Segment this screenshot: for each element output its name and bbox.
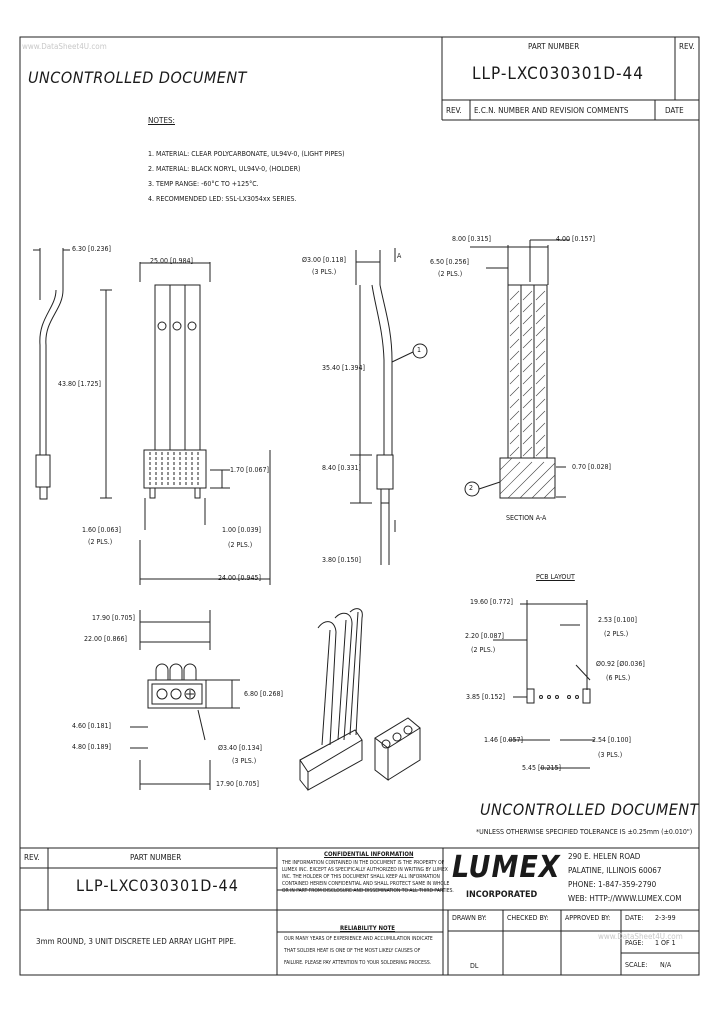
address-line-4: WEB: HTTP://WWW.LUMEX.COM <box>568 894 682 903</box>
approved-by-label: APPROVED BY: <box>565 914 611 922</box>
scale-value: N/A <box>660 961 672 969</box>
dim-4380: 43.80 [1.725] <box>58 380 101 388</box>
dim-1790b: 17.90 [0.705] <box>216 780 259 788</box>
dim-840: 8.40 [0.331] <box>322 464 361 472</box>
dim-800: 8.00 [0.315] <box>452 235 491 243</box>
address-line-3: PHONE: 1-847-359-2790 <box>568 880 657 889</box>
watermark-top: www.DataSheet4U.com <box>22 42 107 51</box>
rev-label: REV. <box>679 42 695 51</box>
tb-date-value: 2-3-99 <box>655 914 676 922</box>
part-number-label: PART NUMBER <box>528 42 580 51</box>
checked-by-label: CHECKED BY: <box>507 914 549 922</box>
tb-part-number: LLP-LXC030301D-44 <box>76 876 239 895</box>
reliability-title: RELIABILITY NOTE <box>340 925 395 932</box>
dim-160: 1.60 [0.063] <box>82 526 121 534</box>
tolerance-note: *UNLESS OTHERWISE SPECIFIED TOLERANCE IS ±0.25mm (±0.010") <box>476 828 693 836</box>
tb-rev-label: REV. <box>24 853 40 862</box>
dim-2400: 24.00 [0.945] <box>218 574 261 582</box>
dim-phi300-pls: (3 PLS.) <box>312 268 337 276</box>
rev-col-label: REV. <box>446 106 462 115</box>
dim-phi300: Ø3.00 [0.118] <box>302 256 346 264</box>
dim-070: 0.70 [0.028] <box>572 463 611 471</box>
dim-phi092-pls: (6 PLS.) <box>606 674 631 682</box>
conf-line-4: CONTAINED HEREIN CONFIDENTIAL AND SHALL PROTECT SAME IN WHOLE <box>282 881 450 887</box>
note-2: 2. MATERIAL: BLACK NORYL, UL94V-0, (HOLDER) <box>148 165 301 173</box>
dim-phi340: Ø3.40 [0.134] <box>218 744 262 752</box>
dim-480: 4.80 [0.189] <box>72 743 111 751</box>
dim-2200: 22.00 [0.866] <box>84 635 127 643</box>
scale-label: SCALE: <box>625 961 648 969</box>
tb-part-number-label: PART NUMBER <box>130 853 182 862</box>
section-aa-label: SECTION A-A <box>506 514 547 522</box>
callout-2: 2 <box>469 484 474 492</box>
dim-254: 2.54 [0.100] <box>592 736 631 744</box>
uncontrolled-header: UNCONTROLLED DOCUMENT <box>28 68 247 87</box>
part-number: LLP-LXC030301D-44 <box>472 64 644 84</box>
lumex-logo: LUMEX <box>452 850 561 885</box>
dim-253: 2.53 [0.100] <box>598 616 637 624</box>
dim-3540: 35.40 [1.394] <box>322 364 365 372</box>
note-4: 4. RECOMMENDED LED: SSL-LX3054xx SERIES. <box>148 195 297 203</box>
dim-630: 6.30 [0.236] <box>72 245 111 253</box>
address-line-1: 290 E. HELEN ROAD <box>568 852 641 861</box>
note-3: 3. TEMP RANGE: -60°C TO +125°C. <box>148 180 259 188</box>
dim-650: 6.50 [0.256] <box>430 258 469 266</box>
reliability-line-1: OUR MANY YEARS OF EXPERIENCE AND ACCUMULATION INDICATE <box>284 936 433 942</box>
section-a-label: A <box>397 252 402 260</box>
callout-1: 1 <box>417 346 422 354</box>
dim-650-pls: (2 PLS.) <box>438 270 463 278</box>
dim-phi340-pls: (3 PLS.) <box>232 757 257 765</box>
page-value: 1 OF 1 <box>655 939 676 947</box>
drawn-by-label: DRAWN BY: <box>452 914 487 922</box>
address-line-2: PALATINE, ILLINOIS 60067 <box>568 866 662 875</box>
conf-title: CONFIDENTIAL INFORMATION <box>324 851 414 858</box>
dim-1790a: 17.90 [0.705] <box>92 614 135 622</box>
dim-545: 5.45 [0.215] <box>522 764 561 772</box>
reliability-line-2: THAT SOLDER HEAT IS ONE OF THE MOST LIKELY CAUSES OF <box>284 948 421 954</box>
dim-160-pls: (2 PLS.) <box>88 538 113 546</box>
conf-line-2: LUMEX INC. EXCEPT AS SPECIFICALLY AUTHORIZED IN WRITING BY LUMEX <box>282 867 448 873</box>
drawn-by-value: DL <box>470 962 479 970</box>
lumex-logo-sub: INCORPORATED <box>466 890 538 900</box>
dim-146: 1.46 [0.057] <box>484 736 523 744</box>
dim-220-pls: (2 PLS.) <box>471 646 496 654</box>
dim-680: 6.80 [0.268] <box>244 690 283 698</box>
dim-253-pls: (2 PLS.) <box>604 630 629 638</box>
dim-220: 2.20 [0.087] <box>465 632 504 640</box>
page-label: PAGE: <box>625 939 644 947</box>
ecn-label: E.C.N. NUMBER AND REVISION COMMENTS <box>474 106 629 115</box>
date-label: DATE <box>665 106 684 115</box>
conf-line-3: INC. THE HOLDER OF THIS DOCUMENT SHALL KEEP ALL INFORMATION <box>282 874 440 880</box>
watermark-bottom: www.DataSheet4U.com <box>598 932 683 941</box>
dim-phi092: Ø0.92 [Ø0.036] <box>596 660 645 668</box>
dim-254-pls: (3 PLS.) <box>598 751 623 759</box>
notes-title: NOTES: <box>148 116 175 125</box>
pcb-layout-label: PCB LAYOUT <box>536 573 575 581</box>
dim-460: 4.60 [0.181] <box>72 722 111 730</box>
conf-line-5: OR IN PART FROM DISCLOSURE AND DISSEMINATION TO ALL THIRD PARTIES. <box>282 888 454 894</box>
dim-400: 4.00 [0.157] <box>556 235 595 243</box>
uncontrolled-footer: UNCONTROLLED DOCUMENT <box>480 800 699 819</box>
note-1: 1. MATERIAL: CLEAR POLYCARBONATE, UL94V-0, (LIGHT PIPES) <box>148 150 345 158</box>
dim-380: 3.80 [0.150] <box>322 556 361 564</box>
dim-2500: 25.00 [0.984] <box>150 257 193 265</box>
dim-385: 3.85 [0.152] <box>466 693 505 701</box>
dim-100: 1.00 [0.039] <box>222 526 261 534</box>
reliability-line-3: FAILURE. PLEASE PAY ATTENTION TO YOUR SOLDERING PROCESS. <box>284 960 432 966</box>
tb-description: 3mm ROUND, 3 UNIT DISCRETE LED ARRAY LIGHT PIPE. <box>36 937 237 946</box>
conf-line-1: THE INFORMATION CONTAINED IN THE DOCUMENT IS THE PROPERTY OF <box>282 860 445 866</box>
dim-1960: 19.60 [0.772] <box>470 598 513 606</box>
tb-date-label: DATE: <box>625 914 644 922</box>
dim-170: 1.70 [0.067] <box>230 466 269 474</box>
dim-100-pls: (2 PLS.) <box>228 541 253 549</box>
